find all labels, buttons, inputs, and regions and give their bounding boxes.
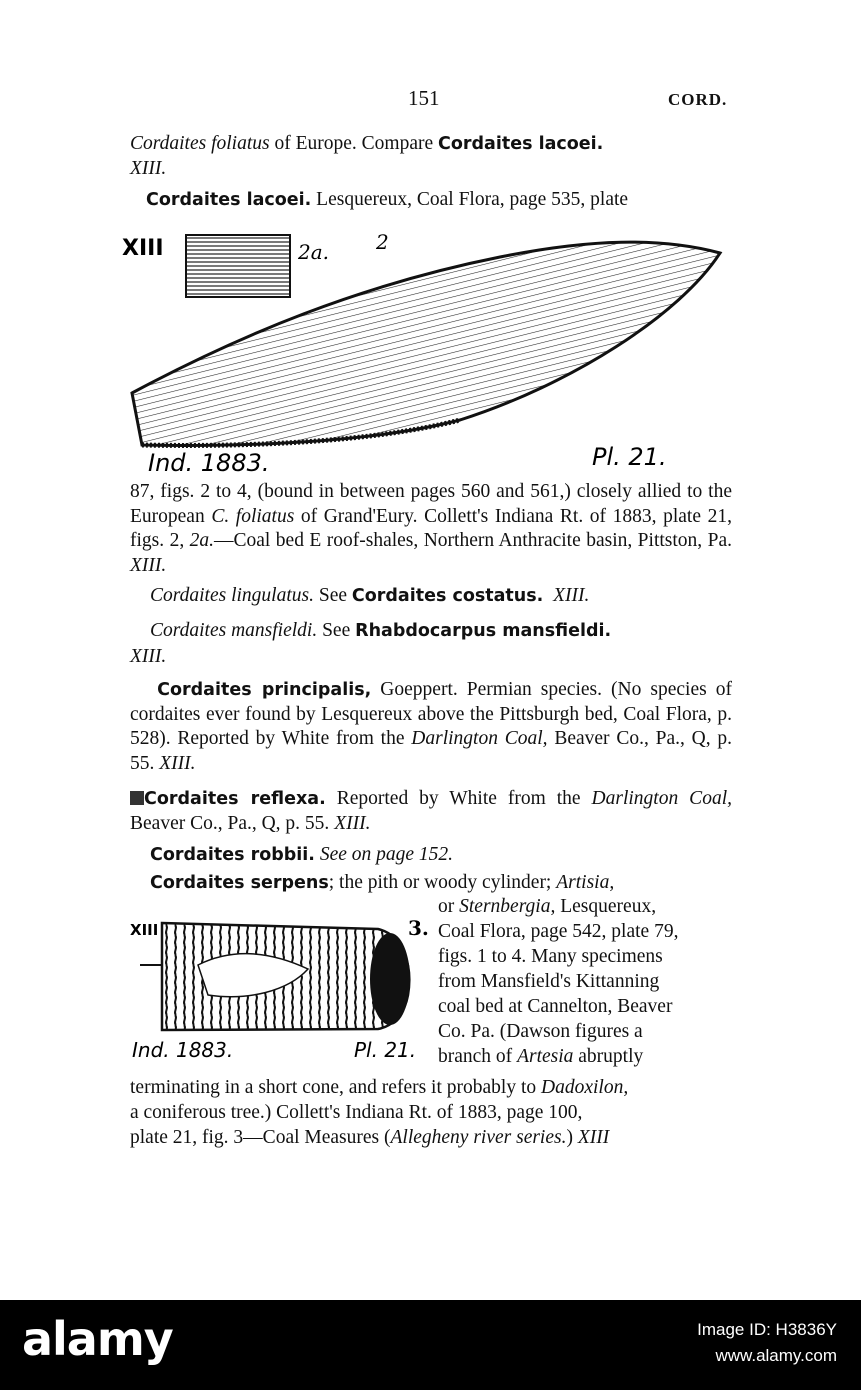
fig2-series-label: XIII xyxy=(130,921,159,939)
entry-text: Goeppert. Permian species. (No species of cordaites ever found by Lesquereux above the Pittsburgh bed, Coal Flora, p. 528). Reported by White from the xyxy=(130,679,732,749)
serpens-line-8 xyxy=(438,1045,643,1069)
entry-italic: C. foliatus xyxy=(211,505,295,527)
entry-text: See xyxy=(313,585,352,606)
series-label: XIII. xyxy=(334,812,371,834)
cross-reference: Cordaites lacoei. xyxy=(438,134,604,154)
serpens-line-10: a coniferous tree.) Collett's Indiana Rt. of 1883, page 100, xyxy=(130,1102,583,1123)
entry-name: Cordaites reflexa. xyxy=(144,789,326,809)
serpens-line-5: from Mansfield's Kittanning xyxy=(438,971,660,992)
entry-text-2: Lesquereux, xyxy=(555,896,657,917)
running-head: CORD. xyxy=(668,90,728,109)
entry-italic-2: 2a. xyxy=(189,530,215,551)
entry-name: Cordaites principalis, xyxy=(157,680,372,700)
entry-robbii xyxy=(150,843,453,867)
site-url[interactable]: www.alamy.com xyxy=(715,1346,837,1365)
entry-lingulatus xyxy=(150,584,589,608)
series-label: XIII. xyxy=(130,554,167,576)
serpens-line-9 xyxy=(130,1076,628,1100)
serpens-line-11 xyxy=(130,1126,609,1150)
entry-lacoei-heading xyxy=(146,188,628,212)
entry-italic: Dadoxilon, xyxy=(541,1077,629,1098)
series-label: XIII. xyxy=(553,585,590,606)
serpens-line-6: coal bed at Cannelton, Beaver xyxy=(438,996,673,1017)
image-id: Image ID: H3836Y xyxy=(697,1320,837,1339)
series-label: XIII. xyxy=(159,752,196,774)
entry-lacoei-body xyxy=(130,480,732,578)
serpens-line-2 xyxy=(438,895,656,919)
entry-text: ; the pith or woody cylinder; xyxy=(328,872,557,893)
page-number: 151 xyxy=(408,86,440,110)
entry-text: 87, figs. 2 to 4, (bound in between pages 560 and 561,) closely allied to the European xyxy=(130,481,732,527)
entry-name: Cordaites lingulatus. xyxy=(150,585,314,606)
entry-text: plate 21, fig. 3—Coal Measures ( xyxy=(130,1127,391,1148)
cross-reference: Cordaites costatus. xyxy=(351,586,544,606)
serpens-line-3: Coal Flora, page 542, plate 79, xyxy=(438,921,679,942)
entry-text-2: of Grand'Eury. Collett's Indiana Rt. of 1883, plate 21, figs. 2, xyxy=(130,505,732,551)
series-label: XIII. xyxy=(130,157,167,179)
entry-text: See xyxy=(317,620,356,641)
entry-name: Cordaites robbii. xyxy=(150,845,315,865)
entry-italic: Artisia, xyxy=(556,872,615,893)
fig1-series-label: XIII xyxy=(122,236,164,261)
entry-text-2: ) xyxy=(566,1127,578,1148)
entry-serpens-heading xyxy=(150,871,614,895)
entry-italic: Darlington Coal, xyxy=(411,728,548,749)
serpens-line-7: Co. Pa. (Dawson figures a xyxy=(438,1021,643,1042)
figure-pith-cylinder-illustration xyxy=(128,905,438,1070)
fig1-label-2a: 2a. xyxy=(298,240,330,264)
series-label: XIII xyxy=(577,1127,610,1148)
entry-name: Cordaites lacoei. xyxy=(146,190,312,210)
entry-italic: Allegheny river series. xyxy=(390,1127,567,1148)
entry-italic: See on page 152. xyxy=(314,844,454,865)
serpens-line-4: figs. 1 to 4. Many specimens xyxy=(438,946,663,967)
cross-reference: Rhabdocarpus mansfieldi. xyxy=(355,621,612,641)
entry-name: Cordaites serpens xyxy=(150,873,329,893)
fig1-label-2: 2 xyxy=(376,230,389,254)
fig2-plate-label: Pl. 21. xyxy=(354,1038,417,1062)
entry-reflexa xyxy=(130,787,732,836)
fig2-cylinder-end xyxy=(370,933,410,1025)
fig2-label-3: 3. xyxy=(408,916,429,940)
entry-principalis xyxy=(130,678,732,776)
entry-name: Cordaites mansfieldi. xyxy=(150,620,318,641)
print-blemish xyxy=(130,791,144,805)
stock-footer-bar xyxy=(0,1300,861,1390)
entry-text: terminating in a short cone, and refers it probably to xyxy=(130,1077,542,1098)
fig1-detail-2a xyxy=(186,235,290,297)
entry-text-2: abruptly xyxy=(573,1046,644,1067)
entry-text-2: Beaver Co., Pa., Q, p. 55. xyxy=(130,728,733,774)
brand-logo: alamy xyxy=(22,1312,173,1366)
fig1-ind-label: Ind. 1883. xyxy=(148,449,270,477)
figure-leaf-illustration xyxy=(120,225,740,480)
entry-italic: Darlington Coal, xyxy=(591,788,732,809)
entry-text: branch of xyxy=(438,1046,518,1067)
entry-text: of Europe. Compare xyxy=(269,133,439,154)
entry-text-3: —Coal bed E roof-shales, Northern Anthracite basin, Pittston, Pa. xyxy=(214,530,732,551)
fig2-ind-label: Ind. 1883. xyxy=(132,1038,234,1062)
entry-text-2: Beaver Co., Pa., Q, p. 55. xyxy=(130,812,335,834)
entry-italic: Sternbergia, xyxy=(459,896,556,917)
entry-text: Lesquereux, Coal Flora, page 535, plate xyxy=(311,189,629,210)
entry-italic: Artesia xyxy=(517,1046,574,1067)
entry-text: Reported by White from the xyxy=(325,788,592,809)
series-label: XIII. xyxy=(130,646,167,667)
fig1-plate-label: Pl. 21. xyxy=(592,443,667,471)
entry-foliatus xyxy=(130,132,732,181)
entry-text: or xyxy=(438,896,460,917)
entry-mansfieldi xyxy=(150,619,611,643)
entry-name: Cordaites foliatus xyxy=(130,133,270,154)
